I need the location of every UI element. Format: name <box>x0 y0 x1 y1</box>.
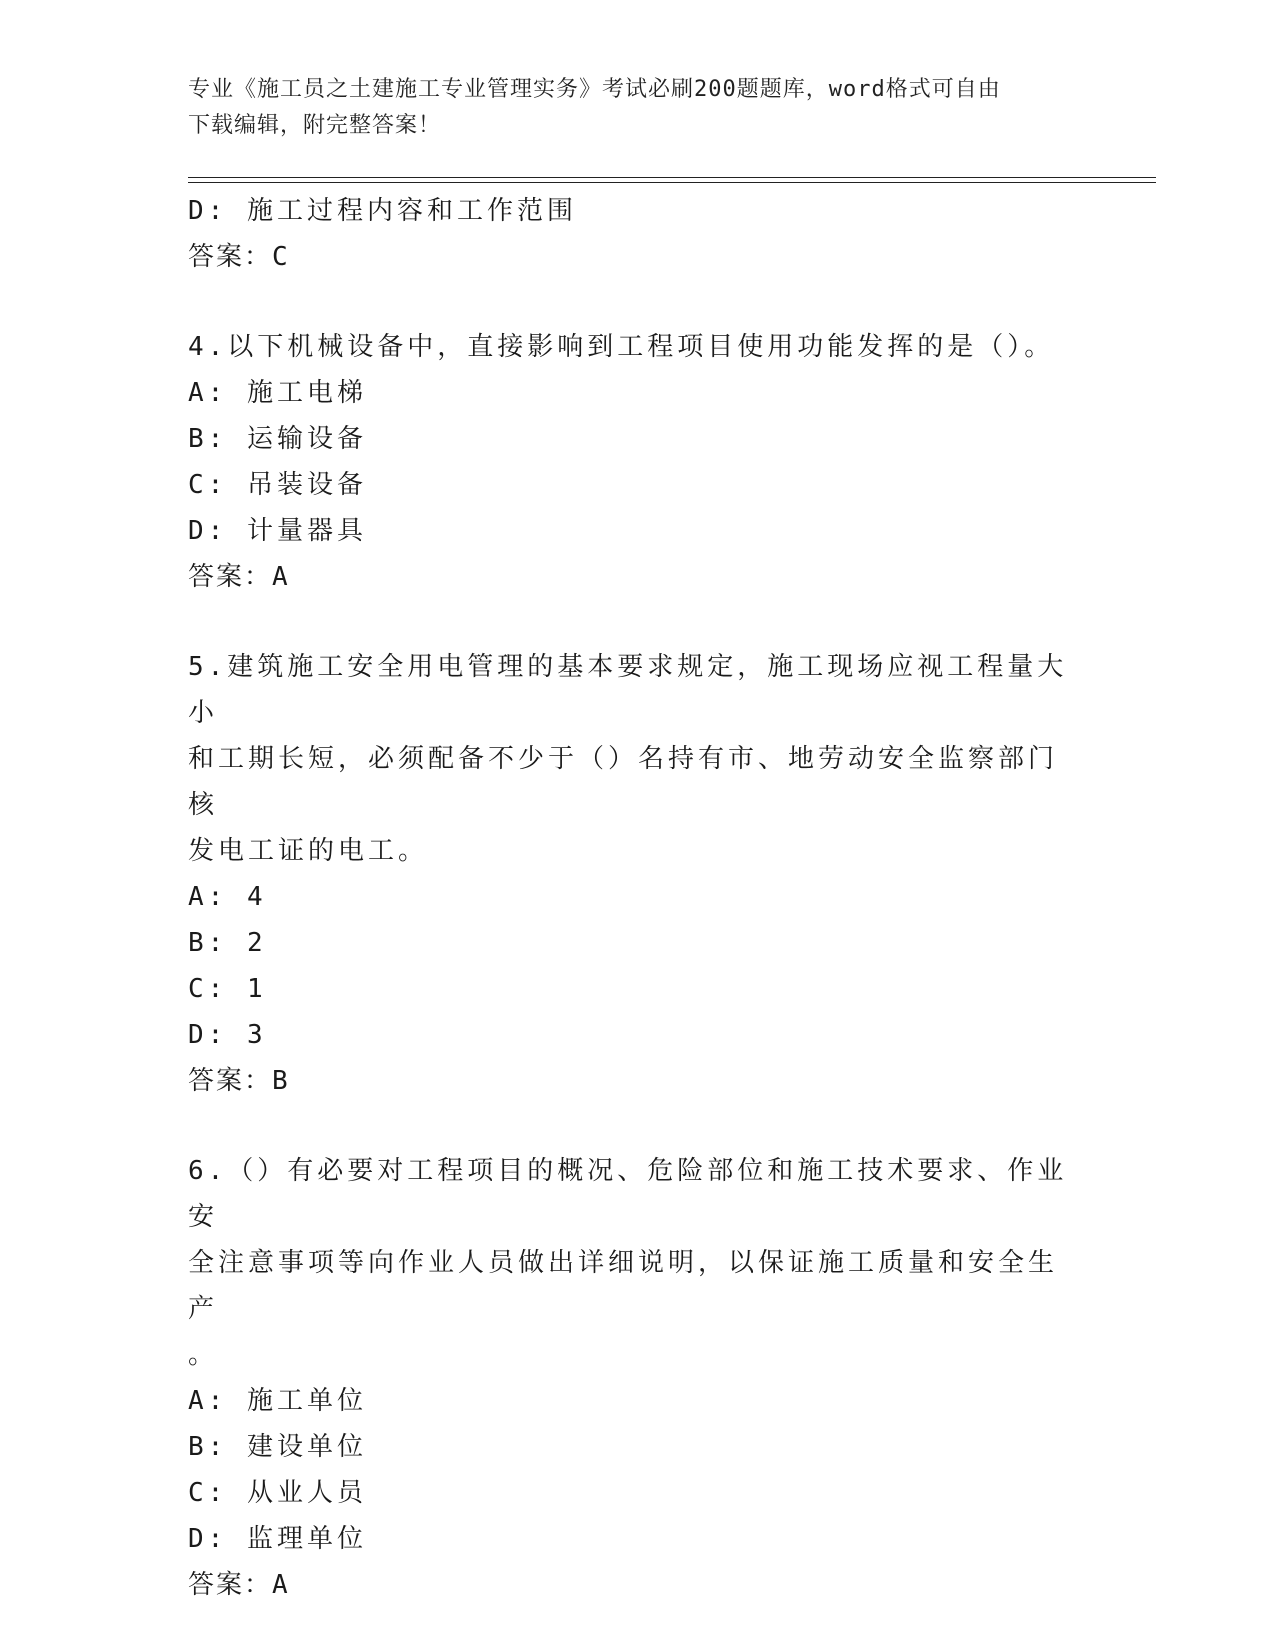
question-stem-line-2: 和工期长短，必须配备不少于（）名持有市、地劳动安全监察部门核 <box>188 744 1059 820</box>
question-6 <box>188 1148 1068 1608</box>
option-d: D: 3 <box>188 1020 267 1050</box>
option-a: A: 施工电梯 <box>188 378 367 408</box>
answer: 答案：A <box>188 1570 290 1600</box>
option-b: B: 运输设备 <box>188 424 367 454</box>
spacer <box>188 280 1068 324</box>
answer: 答案：C <box>188 242 290 272</box>
header-line-1: 专业《施工员之土建施工专业管理实务》考试必刷200题题库，word格式可自由 <box>188 77 1001 102</box>
question-list <box>188 188 1068 1608</box>
option-c: C: 从业人员 <box>188 1478 367 1508</box>
option-d: D: 施工过程内容和工作范围 <box>188 196 577 226</box>
header-line-2: 下载编辑，附完整答案！ <box>188 113 442 138</box>
question-4 <box>188 324 1068 600</box>
question-5 <box>188 644 1068 1104</box>
question-3-tail <box>188 188 1068 280</box>
option-c: C: 1 <box>188 974 267 1004</box>
option-d: D: 监理单位 <box>188 1524 367 1554</box>
answer: 答案：A <box>188 562 290 592</box>
option-a: A: 4 <box>188 882 267 912</box>
spacer <box>188 1104 1068 1148</box>
question-stem-line-3: 发电工证的电工。 <box>188 836 429 866</box>
answer: 答案：B <box>188 1066 290 1096</box>
option-a: A: 施工单位 <box>188 1386 367 1416</box>
document-header <box>188 72 1068 144</box>
question-stem-line-2: 全注意事项等向作业人员做出详细说明，以保证施工质量和安全生产 <box>188 1248 1059 1324</box>
question-stem: 4.以下机械设备中，直接影响到工程项目使用功能发挥的是（）。 <box>188 332 1055 362</box>
option-c: C: 吊装设备 <box>188 470 367 500</box>
option-b: B: 2 <box>188 928 267 958</box>
question-stem-line-1: 5.建筑施工安全用电管理的基本要求规定，施工现场应视工程量大小 <box>188 652 1068 728</box>
header-divider-top <box>188 177 1156 178</box>
question-stem-line-3: 。 <box>188 1340 219 1370</box>
option-d: D: 计量器具 <box>188 516 367 546</box>
spacer <box>188 600 1068 644</box>
header-divider-bottom <box>188 182 1156 183</box>
question-stem-line-1: 6.（）有必要对工程项目的概况、危险部位和施工技术要求、作业安 <box>188 1156 1068 1232</box>
option-b: B: 建设单位 <box>188 1432 367 1462</box>
